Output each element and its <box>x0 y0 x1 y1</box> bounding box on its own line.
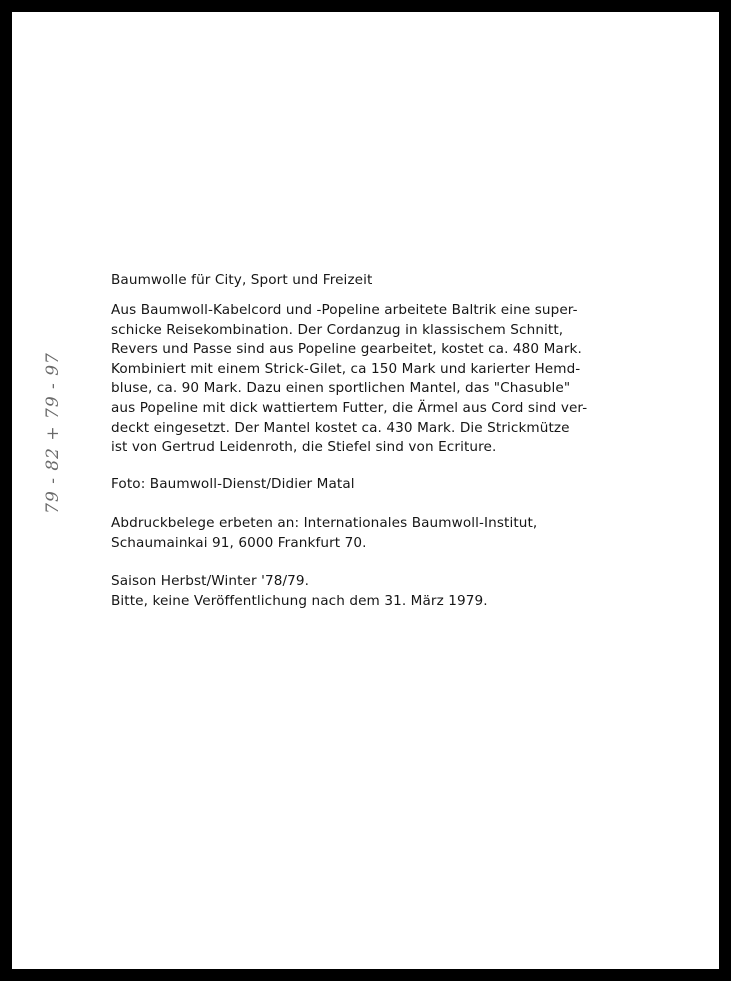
season-block <box>111 572 488 611</box>
body-paragraph <box>111 301 587 458</box>
title-line: Baumwolle für City, Sport und Freizeit <box>111 272 373 288</box>
document-title <box>111 271 372 291</box>
handwritten-margin-note <box>38 352 68 514</box>
photo-credit-line: Foto: Baumwoll-Dienst/Didier Matal <box>111 476 355 492</box>
contact-block <box>111 514 537 553</box>
photo-credit <box>111 475 355 495</box>
margin-note-text: 79 - 82 + 79 - 97 <box>43 352 63 514</box>
body-line: schicke Reisekombination. Der Cordanzug in klassischem Schnitt, <box>111 321 564 338</box>
body-line: Kombiniert mit einem Strick-Gilet, ca 150 Mark und karierter Hemd- <box>111 360 581 377</box>
document-page <box>12 12 719 969</box>
body-line: deckt eingesetzt. Der Mantel kostet ca. 430 Mark. Die Strickmütze <box>111 419 570 436</box>
body-line: bluse, ca. 90 Mark. Dazu einen sportlichen Mantel, das "Chasuble" <box>111 380 571 397</box>
body-line: aus Popeline mit dick wattiertem Futter, die Ärmel aus Cord sind ver- <box>111 399 588 416</box>
embargo-line: Bitte, keine Veröffentlichung nach dem 31. März 1979. <box>111 592 488 609</box>
body-line: Revers und Passe sind aus Popeline gearbeitet, kostet ca. 480 Mark. <box>111 341 582 358</box>
contact-line: Schaumainkai 91, 6000 Frankfurt 70. <box>111 534 367 551</box>
season-line: Saison Herbst/Winter '78/79. <box>111 573 310 589</box>
body-line: Aus Baumwoll-Kabelcord und -Popeline arbeitete Baltrik eine super- <box>111 302 578 318</box>
contact-line: Abdruckbelege erbeten an: Internationales Baumwoll-Institut, <box>111 515 538 531</box>
body-line: ist von Gertrud Leidenroth, die Stiefel sind von Ecriture. <box>111 439 497 456</box>
